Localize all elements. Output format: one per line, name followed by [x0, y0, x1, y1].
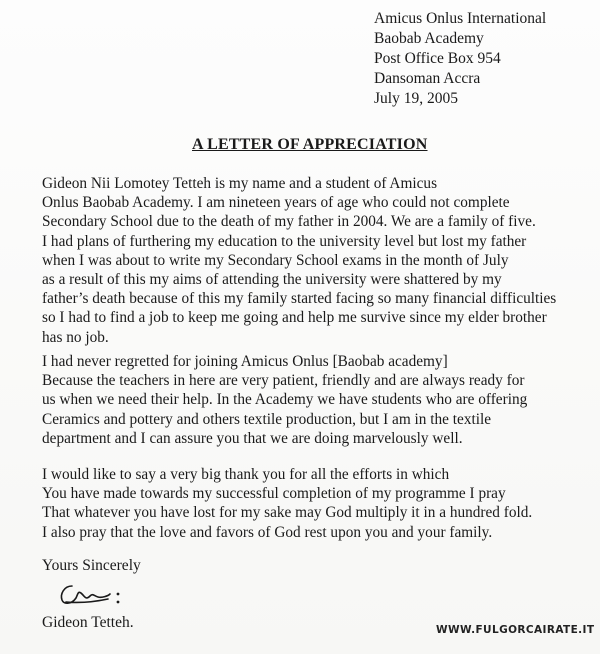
text-line: I would like to say a very big thank you for all the efforts in which — [42, 466, 450, 483]
text-line: You have made towards my successful completion of my programme I pray — [42, 485, 506, 503]
text-line: father’s death because of this my family started facing so many financial difficulties — [42, 290, 557, 308]
address-line: Dansoman Accra — [374, 70, 481, 87]
text-line: so I had to find a job to keep me going and help me survive since my elder brother — [42, 309, 547, 327]
text-line: as a result of this my aims of attending the university were shattered by my — [42, 271, 502, 289]
letter-date: July 19, 2005 — [374, 90, 458, 107]
handwritten-signature — [58, 580, 128, 612]
address-line: Baobab Academy — [374, 30, 484, 47]
text-line: department and I can assure you that we are doing marvelously well. — [42, 429, 463, 447]
text-line: Ceramics and pottery and others textile production, but I am in the textile — [42, 410, 492, 428]
paragraph-2 — [42, 352, 527, 448]
address-line: Amicus Onlus International — [374, 10, 547, 27]
text-line: Onlus Baobab Academy. I am nineteen years of age who could not complete — [42, 194, 510, 212]
text-line: That whatever you have lost for my sake may God multiply it in a hundred fold. — [42, 504, 533, 522]
text-line: has no job. — [42, 328, 109, 346]
website-watermark: WWW.FULGORCAIRATE.IT — [436, 624, 595, 636]
closing-salutation: Yours Sincerely — [42, 557, 141, 574]
paragraph-1 — [42, 174, 556, 347]
text-line: I also pray that the love and favors of God rest upon you and your family. — [42, 523, 493, 541]
text-line: Because the teachers in here are very patient, friendly and are always ready for — [42, 372, 525, 390]
paragraph-3 — [42, 465, 532, 542]
letter-title: A LETTER OF APPRECIATION — [192, 136, 428, 153]
text-line: us when we need their help. In the Academy we have students who are offering — [42, 391, 528, 409]
text-line: Gideon Nii Lomotey Tetteh is my name and a student of Amicus — [42, 175, 438, 192]
text-line: I had plans of furthering my education to the university level but lost my father — [42, 232, 527, 250]
signer-name: Gideon Tetteh. — [42, 614, 134, 631]
address-line: Post Office Box 954 — [374, 50, 501, 67]
text-line: when I was about to write my Secondary School exams in the month of July — [42, 251, 509, 269]
sender-address — [374, 9, 546, 109]
text-line: I had never regretted for joining Amicus Onlus [Baobab academy] — [42, 353, 448, 370]
text-line: Secondary School due to the death of my father in 2004. We are a family of five. — [42, 213, 536, 231]
